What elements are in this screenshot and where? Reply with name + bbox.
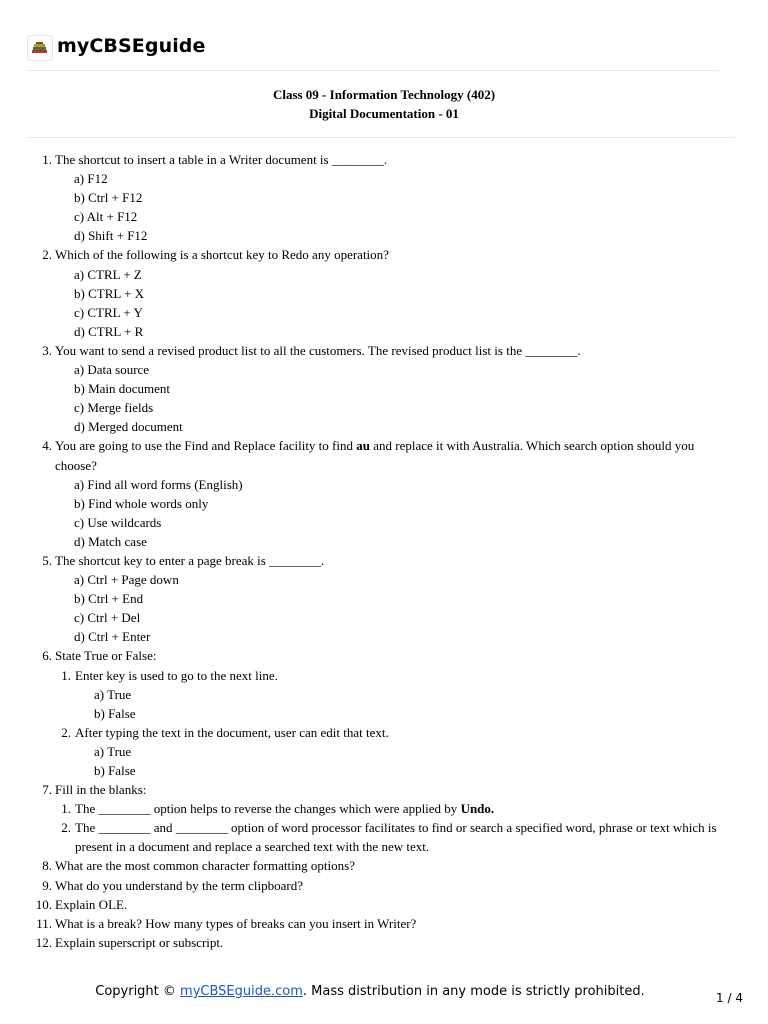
option: a) True — [94, 743, 132, 759]
option: b) False — [94, 705, 136, 721]
question-number: 7. — [42, 782, 52, 798]
question-11 — [0, 914, 768, 933]
question-number: 4. — [42, 438, 52, 454]
question-4 — [0, 436, 768, 474]
question-number: 5. — [42, 552, 52, 568]
option: b) CTRL + X — [74, 285, 145, 301]
sub-question — [0, 818, 768, 856]
question-3 — [0, 341, 768, 360]
question-9 — [0, 876, 768, 895]
brand-header — [27, 32, 206, 60]
sub-question — [0, 799, 768, 818]
footer-link[interactable]: myCBSEguide.com — [180, 984, 303, 999]
option: c) CTRL + Y — [74, 304, 143, 320]
sub-question-number: 1. — [61, 801, 71, 817]
document-title: Class 09 - Information Technology (402) — [272, 87, 496, 102]
question-text: State True or False: — [55, 648, 157, 664]
question-12 — [0, 933, 768, 952]
question-text-part: You are going to use the Find and Replace facility to find — [55, 438, 357, 454]
option: b) Ctrl + End — [74, 591, 144, 607]
footer-suffix: . Mass distribution in any mode is strictly prohibited. — [302, 984, 645, 999]
option: a) Data source — [74, 362, 150, 378]
option: d) Match case — [74, 533, 147, 549]
question-text: Which of the following is a shortcut key to Redo any operation? — [55, 247, 389, 263]
question-text: You want to send a revised product list to all the customers. The revised product list is the ________. — [55, 342, 581, 358]
question-list — [0, 150, 768, 952]
book-stack-icon — [27, 35, 53, 61]
question-number: 1. — [42, 152, 52, 167]
bold-term: Undo. — [460, 801, 495, 817]
question-number: 3. — [42, 342, 52, 358]
sub-question-text — [75, 799, 735, 818]
question-7 — [0, 780, 768, 799]
title-divider — [27, 137, 735, 138]
sub-question-text-part: The ________ option helps to reverse the changes which were applied by — [75, 801, 461, 817]
question-number: 9. — [42, 877, 52, 893]
option: a) True — [94, 686, 132, 702]
option: b) Find whole words only — [74, 495, 209, 511]
page-number: 1 / 4 — [716, 991, 743, 1005]
question-text — [55, 436, 735, 474]
question-2 — [0, 245, 768, 264]
option: c) Alt + F12 — [74, 209, 138, 225]
option: a) Ctrl + Page down — [74, 572, 179, 588]
question-8 — [0, 856, 768, 875]
question-text: Explain superscript or subscript. — [55, 934, 224, 950]
question-number: 8. — [42, 858, 52, 874]
option: b) False — [94, 763, 136, 778]
sub-question — [0, 666, 768, 685]
option: d) CTRL + R — [74, 323, 144, 339]
footer-copyright — [0, 984, 740, 999]
footer-prefix: Copyright © — [95, 984, 181, 999]
question-number: 11. — [36, 915, 52, 931]
question-1 — [0, 150, 768, 169]
question-number: 12. — [35, 934, 52, 950]
question-number: 10. — [35, 896, 52, 912]
header-divider — [27, 70, 719, 71]
sub-question — [0, 723, 768, 742]
option: c) Ctrl + Del — [74, 610, 141, 626]
sub-question-number: 1. — [61, 667, 71, 683]
question-text: Fill in the blanks: — [55, 782, 147, 798]
option: d) Ctrl + Enter — [74, 629, 151, 645]
question-text: Explain OLE. — [55, 896, 128, 912]
question-text: What are the most common character formatting options? — [55, 858, 355, 874]
brand-name: myCBSEguide — [57, 35, 206, 57]
option: a) F12 — [74, 171, 108, 187]
question-text: What is a break? How many types of breaks can you insert in Writer? — [55, 915, 417, 931]
option: b) Main document — [74, 381, 171, 397]
option: c) Use wildcards — [74, 514, 162, 530]
question-number: 2. — [42, 247, 52, 263]
sub-question-number: 2. — [61, 724, 71, 740]
question-6 — [0, 646, 768, 665]
question-text: The shortcut to insert a table in a Writer document is ________. — [55, 152, 388, 167]
question-10 — [0, 895, 768, 914]
sub-question-text: Enter key is used to go to the next line. — [75, 667, 278, 683]
document-subtitle: Digital Documentation - 01 — [309, 106, 459, 121]
option: c) Merge fields — [74, 400, 154, 416]
question-text: What do you understand by the term clipboard? — [55, 877, 304, 893]
option: b) Ctrl + F12 — [74, 190, 143, 206]
question-number: 6. — [42, 648, 52, 664]
sub-question-text: The ________ and ________ option of word processor facilitates to find or search a specified word, phrase or text which is present in a document and replace a searched text with the new text. — [75, 820, 717, 855]
sub-question-number: 2. — [61, 820, 71, 836]
option: a) Find all word forms (English) — [74, 476, 243, 492]
option: d) Shift + F12 — [74, 228, 148, 244]
sub-question-text: After typing the text in the document, user can edit that text. — [75, 724, 389, 740]
option: d) Merged document — [74, 419, 183, 435]
question-5 — [0, 551, 768, 570]
bold-term: au — [356, 438, 370, 454]
question-text-part: and replace it with Australia. Which search option should you choose? — [55, 438, 695, 473]
option: a) CTRL + Z — [74, 266, 142, 282]
question-text: The shortcut key to enter a page break is ________. — [55, 552, 325, 568]
